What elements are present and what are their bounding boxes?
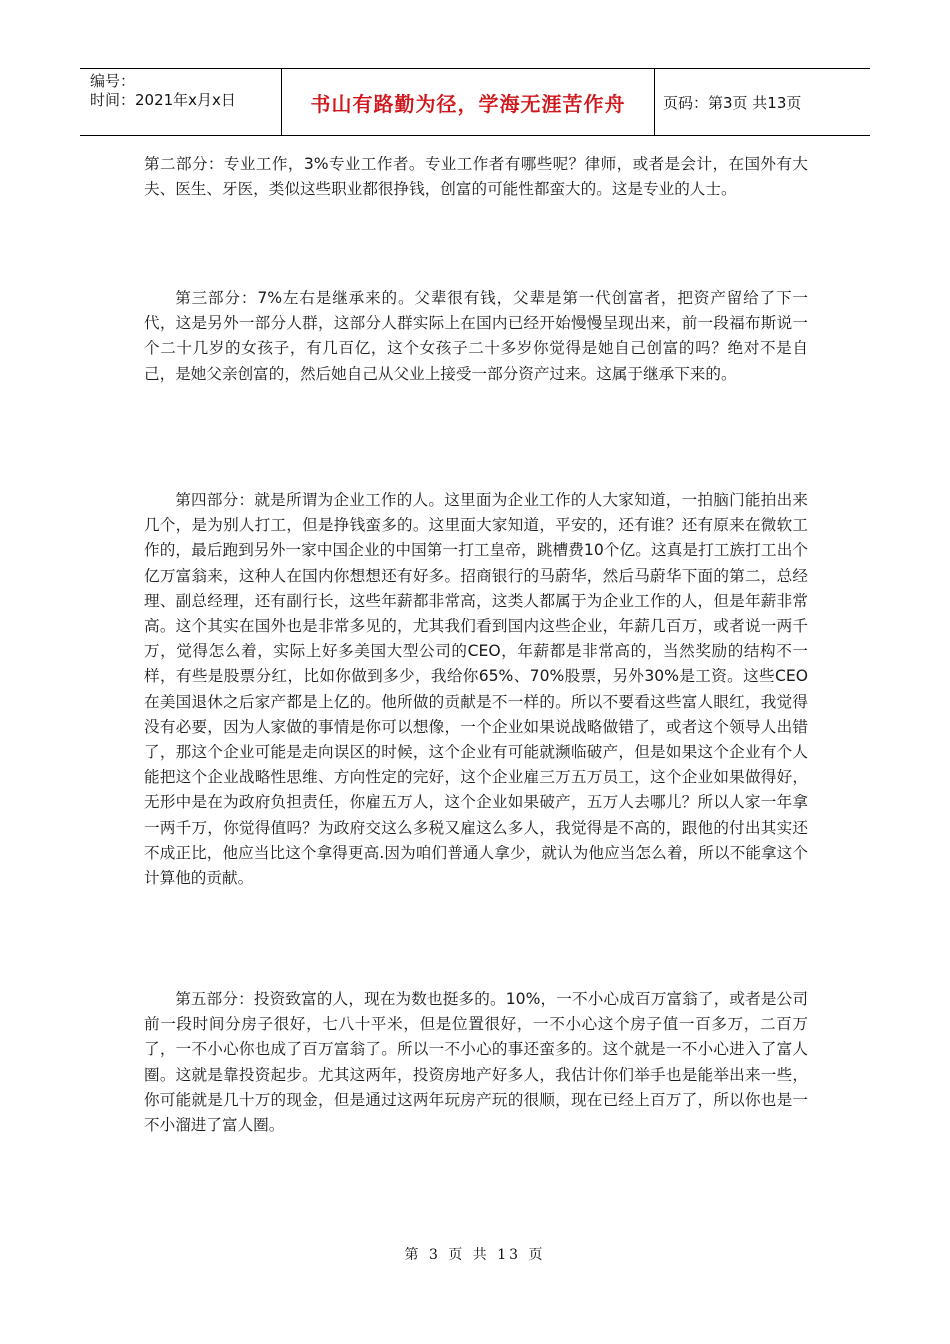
- header-page-info: 页码：第3页 共13页: [663, 93, 802, 112]
- paragraph-part-four: 第四部分：就是所谓为企业工作的人。这里面为企业工作的人大家知道，一拍脑门能拍出来几个，是为别人打工，但是挣钱蛮多的。这里面大家知道，平安的，还有谁？还有原来在微软工作的，最后跑到另外一家中国企业的中国第一打工皇帝，跳槽费10个亿。这真是打工族打工出个亿万富翁来，这种人在国内你想想还有好多。招商银行的马蔚华，然后马蔚华下面的第二，总经理、副总经理，还有副行长，这些年薪都非常高，这类人都属于为企业工作的人，但是年薪非常高。这个其实在国外也是非常多见的，尤其我们看到国内这些企业，年薪几百万，或者说一两千万，觉得怎么着，实际上好多美国大型公司的CEO，年薪都是非常高的，当然奖励的结构不一样，有些是股票分红，比如你做到多少，我给你65%、70%股票，另外30%是工资。这些CEO在美国退休之后家产都是上亿的。他所做的贡献是不一样的。所以不要看这些富人眼红，我觉得没有必要，因为人家做的事情是你可以想像，一个企业如果说战略做错了，或者这个领导人出错了，那这个企业可能是走向误区的时候，这个企业有可能就濒临破产，但是如果这个企业有个人能把这个企业战略性思维、方向性定的完好，这个企业雇三万五万员工，这个企业如果做得好，无形中是在为政府负担责任，你雇五万人，这个企业如果破产，五万人去哪儿？所以人家一年拿一两千万，你觉得值吗？为政府交这么多税又雇这么多人，我觉得是不高的，跟他的付出其实还不成正比，他应当比这个拿得更高.因为咱们普通人拿少，就认为他应当怎么着，所以不能拿这个计算他的贡献。: [144, 491, 808, 888]
- paragraph-part-three: 第三部分：7%左右是继承来的。父辈很有钱，父辈是第一代创富者，把资产留给了下一代，这是另外一部分人群，这部分人群实际上在国内已经开始慢慢呈现出来，前一段福布斯说一个二十几岁的女孩子，有几百亿，这个女孩子二十多岁你觉得是她自己创富的吗？绝对不是自己，是她父亲创富的，然后她自己从父业上接受一部分资产过来。这属于继承下来的。: [144, 289, 808, 383]
- document-date-label: 时间：2021年x月x日: [90, 91, 236, 109]
- page-footer: 第 3 页 共 13 页: [404, 1247, 546, 1263]
- header-meta-cell: [80, 69, 282, 135]
- header-motto: 书山有路勤为径，学海无涯苦作舟: [282, 69, 655, 135]
- paragraph-part-two: 第二部分：专业工作，3%专业工作者。专业工作者有哪些呢？律师，或者是会计，在国外有大夫、医生、牙医，类似这些职业都很挣钱，创富的可能性都蛮大的。这是专业的人士。: [144, 155, 808, 199]
- document-header: [80, 68, 870, 136]
- document-number-label: 编号：: [90, 72, 136, 90]
- paragraph-part-five: 第五部分：投资致富的人，现在为数也挺多的。10%，一不小心成百万富翁了，或者是公司前一段时间分房子很好，七八十平米，但是位置很好，一不小心这个房子值一百多万，二百万了，一不小心你也成了百万富翁了。所以一不小心的事还蛮多的。这个就是一不小心进入了富人圈。这就是靠投资起步。尤其这两年，投资房地产好多人，我估计你们举手也是能举出来一些，你可能就是几十万的现金，但是通过这两年玩房产玩的很顺，现在已经上百万了，所以你也是一不小溜进了富人圈。: [144, 990, 808, 1135]
